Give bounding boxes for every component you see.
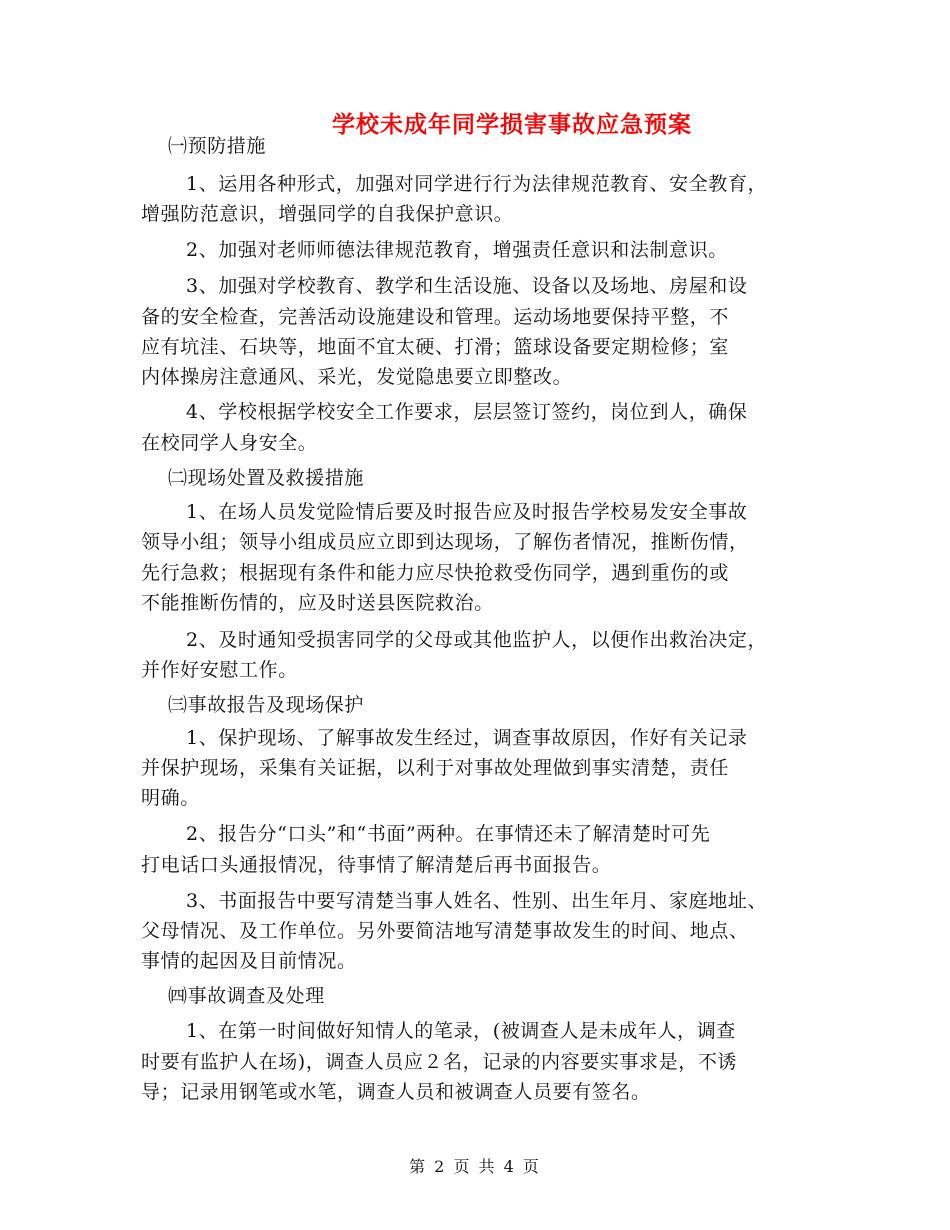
- text-line: 2、报告分“口头”和“书面”两种。在事情还未了解清楚时可先: [186, 823, 711, 845]
- text-line: ㈣事故调查及处理: [168, 985, 325, 1007]
- document-title: 学校未成年同学损害事故应急预案: [332, 111, 692, 138]
- text-line: 在校同学人身安全。: [141, 432, 318, 454]
- text-line: 时要有监护人在场)，调查人员应２名，记录的内容要实事求是，不诱: [141, 1051, 738, 1073]
- text-line: 领导小组；领导小组成员应立即到达现场，了解伤者情况，推断伤情，: [141, 531, 749, 553]
- text-line: 4、学校根据学校安全工作要求，层层签订签约，岗位到人，确保: [186, 401, 748, 423]
- text-line: ㈠预防措施: [168, 135, 267, 157]
- text-line: 不能推断伤情的，应及时送县医院救治。: [141, 592, 494, 614]
- text-line: 先行急救；根据现有条件和能力应尽快抢救受伤同学，遇到重伤的或: [141, 562, 730, 584]
- text-line: ㈡现场处置及救援措施: [168, 467, 365, 489]
- text-line: 导；记录用钢笔或水笔，调查人员和被调查人员要有签名。: [141, 1081, 651, 1103]
- text-line: 2、及时通知受损害同学的父母或其他监护人，以便作出救治决定，: [186, 629, 768, 651]
- text-line: 事情的起因及目前情况。: [141, 950, 357, 972]
- text-line: 并作好安慰工作。: [141, 659, 298, 681]
- text-line: 3、书面报告中要写清楚当事人姓名、性别、出生年月、家庭地址、: [186, 890, 768, 912]
- page-footer: 第 2 页 共 4 页: [409, 1157, 541, 1176]
- text-line: 1、运用各种形式，加强对同学进行行为法律规范教育、安全教育，: [186, 173, 768, 195]
- text-line: 父母情况、及工作单位。另外要简洁地写清楚事故发生的时间、地点、: [141, 920, 749, 942]
- text-line: ㈢事故报告及现场保护: [168, 694, 365, 716]
- text-line: 3、加强对学校教育、教学和生活设施、设备以及场地、房屋和设: [186, 275, 748, 297]
- text-line: 2、加强对老师师德法律规范教育，增强责任意识和法制意识。: [186, 239, 728, 261]
- text-line: 增强防范意识，增强同学的自我保护意识。: [141, 203, 514, 225]
- text-line: 内体操房注意通风、采光，发觉隐患要立即整改。: [141, 366, 573, 388]
- text-line: 1、保护现场、了解事故发生经过，调查事故原因，作好有关记录: [186, 727, 748, 749]
- text-line: 打电话口头通报情况，待事情了解清楚后再书面报告。: [141, 854, 612, 876]
- text-line: 1、在场人员发觉险情后要及时报告应及时报告学校易发安全事故: [186, 501, 748, 523]
- text-line: 并保护现场，采集有关证据，以利于对事故处理做到事实清楚，责任: [141, 757, 730, 779]
- text-line: 备的安全检查，完善活动设施建设和管理。运动场地要保持平整，不: [141, 306, 730, 328]
- text-line: 明确。: [141, 787, 200, 809]
- text-line: 1、在第一时间做好知情人的笔录，(被调查人是未成年人，调查: [186, 1020, 736, 1042]
- text-line: 应有坑洼、石块等，地面不宜太硬、打滑；篮球设备要定期检修；室: [141, 336, 730, 358]
